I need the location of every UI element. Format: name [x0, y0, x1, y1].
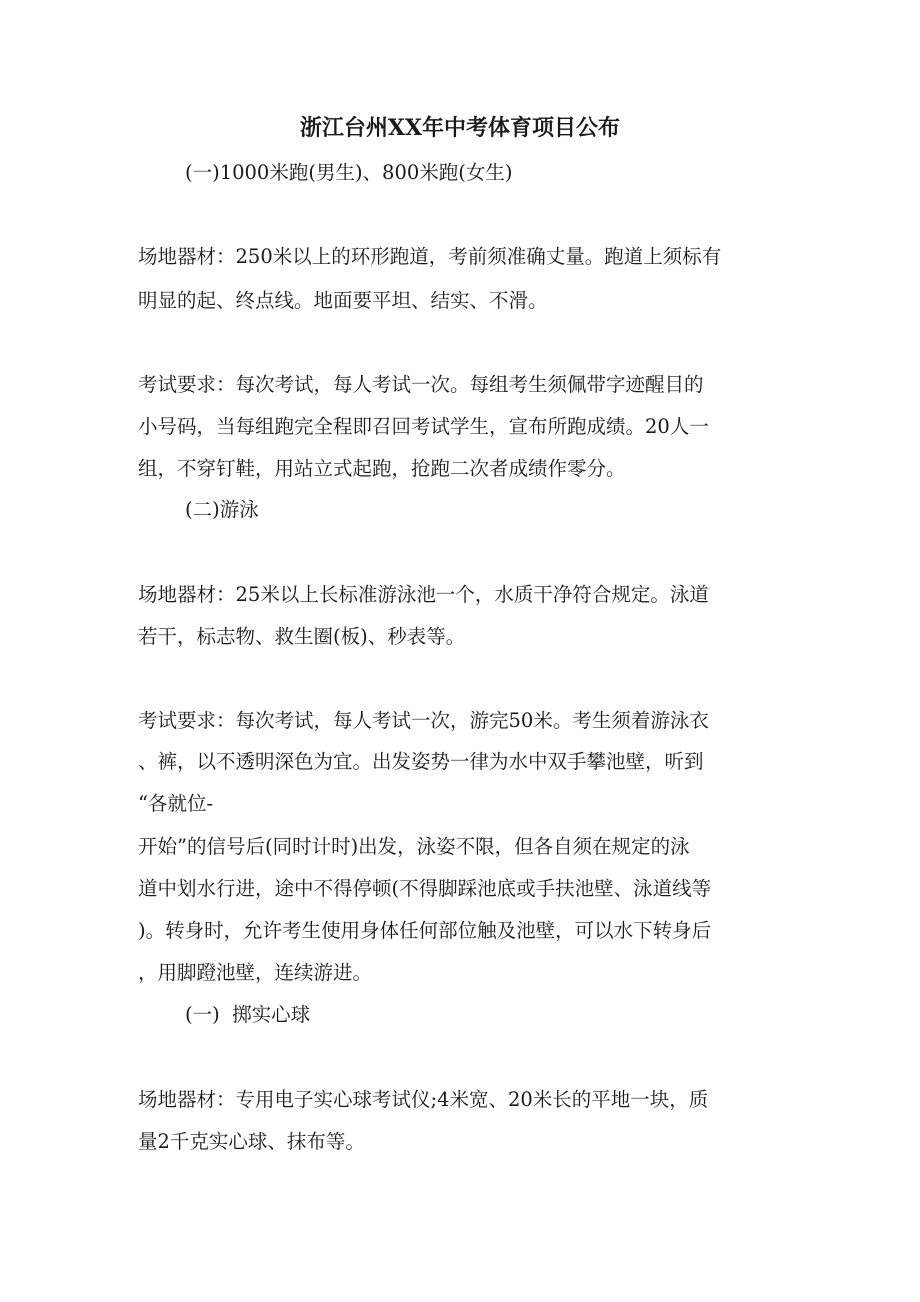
paragraph-line: 考试要求：每次考试，每人考试一次。每组考生须佩带字迹醒目的	[138, 373, 704, 396]
section-heading-swimming: (二)游泳	[185, 498, 259, 521]
section-heading-shot-ball: (一) 掷实心球	[185, 1003, 311, 1026]
paragraph-line: 、裤，以不透明深色为宜。出发姿势一律为水中双手攀池壁，听到	[138, 750, 704, 773]
paragraph-line: )。转身时，允许考生使用身体任何部位触及池壁，可以水下转身后	[138, 919, 712, 942]
paragraph-line: 小号码，当每组跑完全程即召回考试学生，宣布所跑成绩。20人一	[138, 415, 709, 438]
paragraph-line: 量2千克实心球、抹布等。	[138, 1130, 365, 1153]
paragraph-line: 考试要求：每次考试，每人考试一次，游完50米。考生须着游泳衣	[138, 709, 709, 732]
paragraph-line: “各就位-	[138, 792, 214, 815]
paragraph-line: ，用脚蹬池壁，连续游进。	[138, 961, 373, 984]
section-heading-running: (一)1000米跑(男生)、800米跑(女生)	[185, 161, 513, 184]
paragraph-line: 场地器材：25米以上长标准游泳池一个，水质干净符合规定。泳道	[138, 583, 709, 606]
paragraph-line: 明显的起、终点线。地面要平坦、结实、不滑。	[138, 289, 548, 312]
paragraph-line: 道中划水行进，途中不得停顿(不得脚踩池底或手扶池壁、泳道线等	[138, 877, 712, 900]
paragraph-line: 场地器材：专用电子实心球考试仪;4米宽、20米长的平地一块，质	[138, 1088, 709, 1111]
document-title: 浙江台州XX年中考体育项目公布	[299, 115, 621, 141]
paragraph-line: 若干，标志物、救生圈(板)、秒表等。	[138, 625, 466, 648]
paragraph-line: 组，不穿钉鞋，用站立式起跑，抢跑二次者成绩作零分。	[138, 457, 626, 480]
paragraph-line: 场地器材：250米以上的环形跑道，考前须准确丈量。跑道上须标有	[138, 245, 722, 268]
paragraph-line: 开始”的信号后(同时计时)出发，泳姿不限，但各自须在规定的泳	[138, 835, 690, 858]
